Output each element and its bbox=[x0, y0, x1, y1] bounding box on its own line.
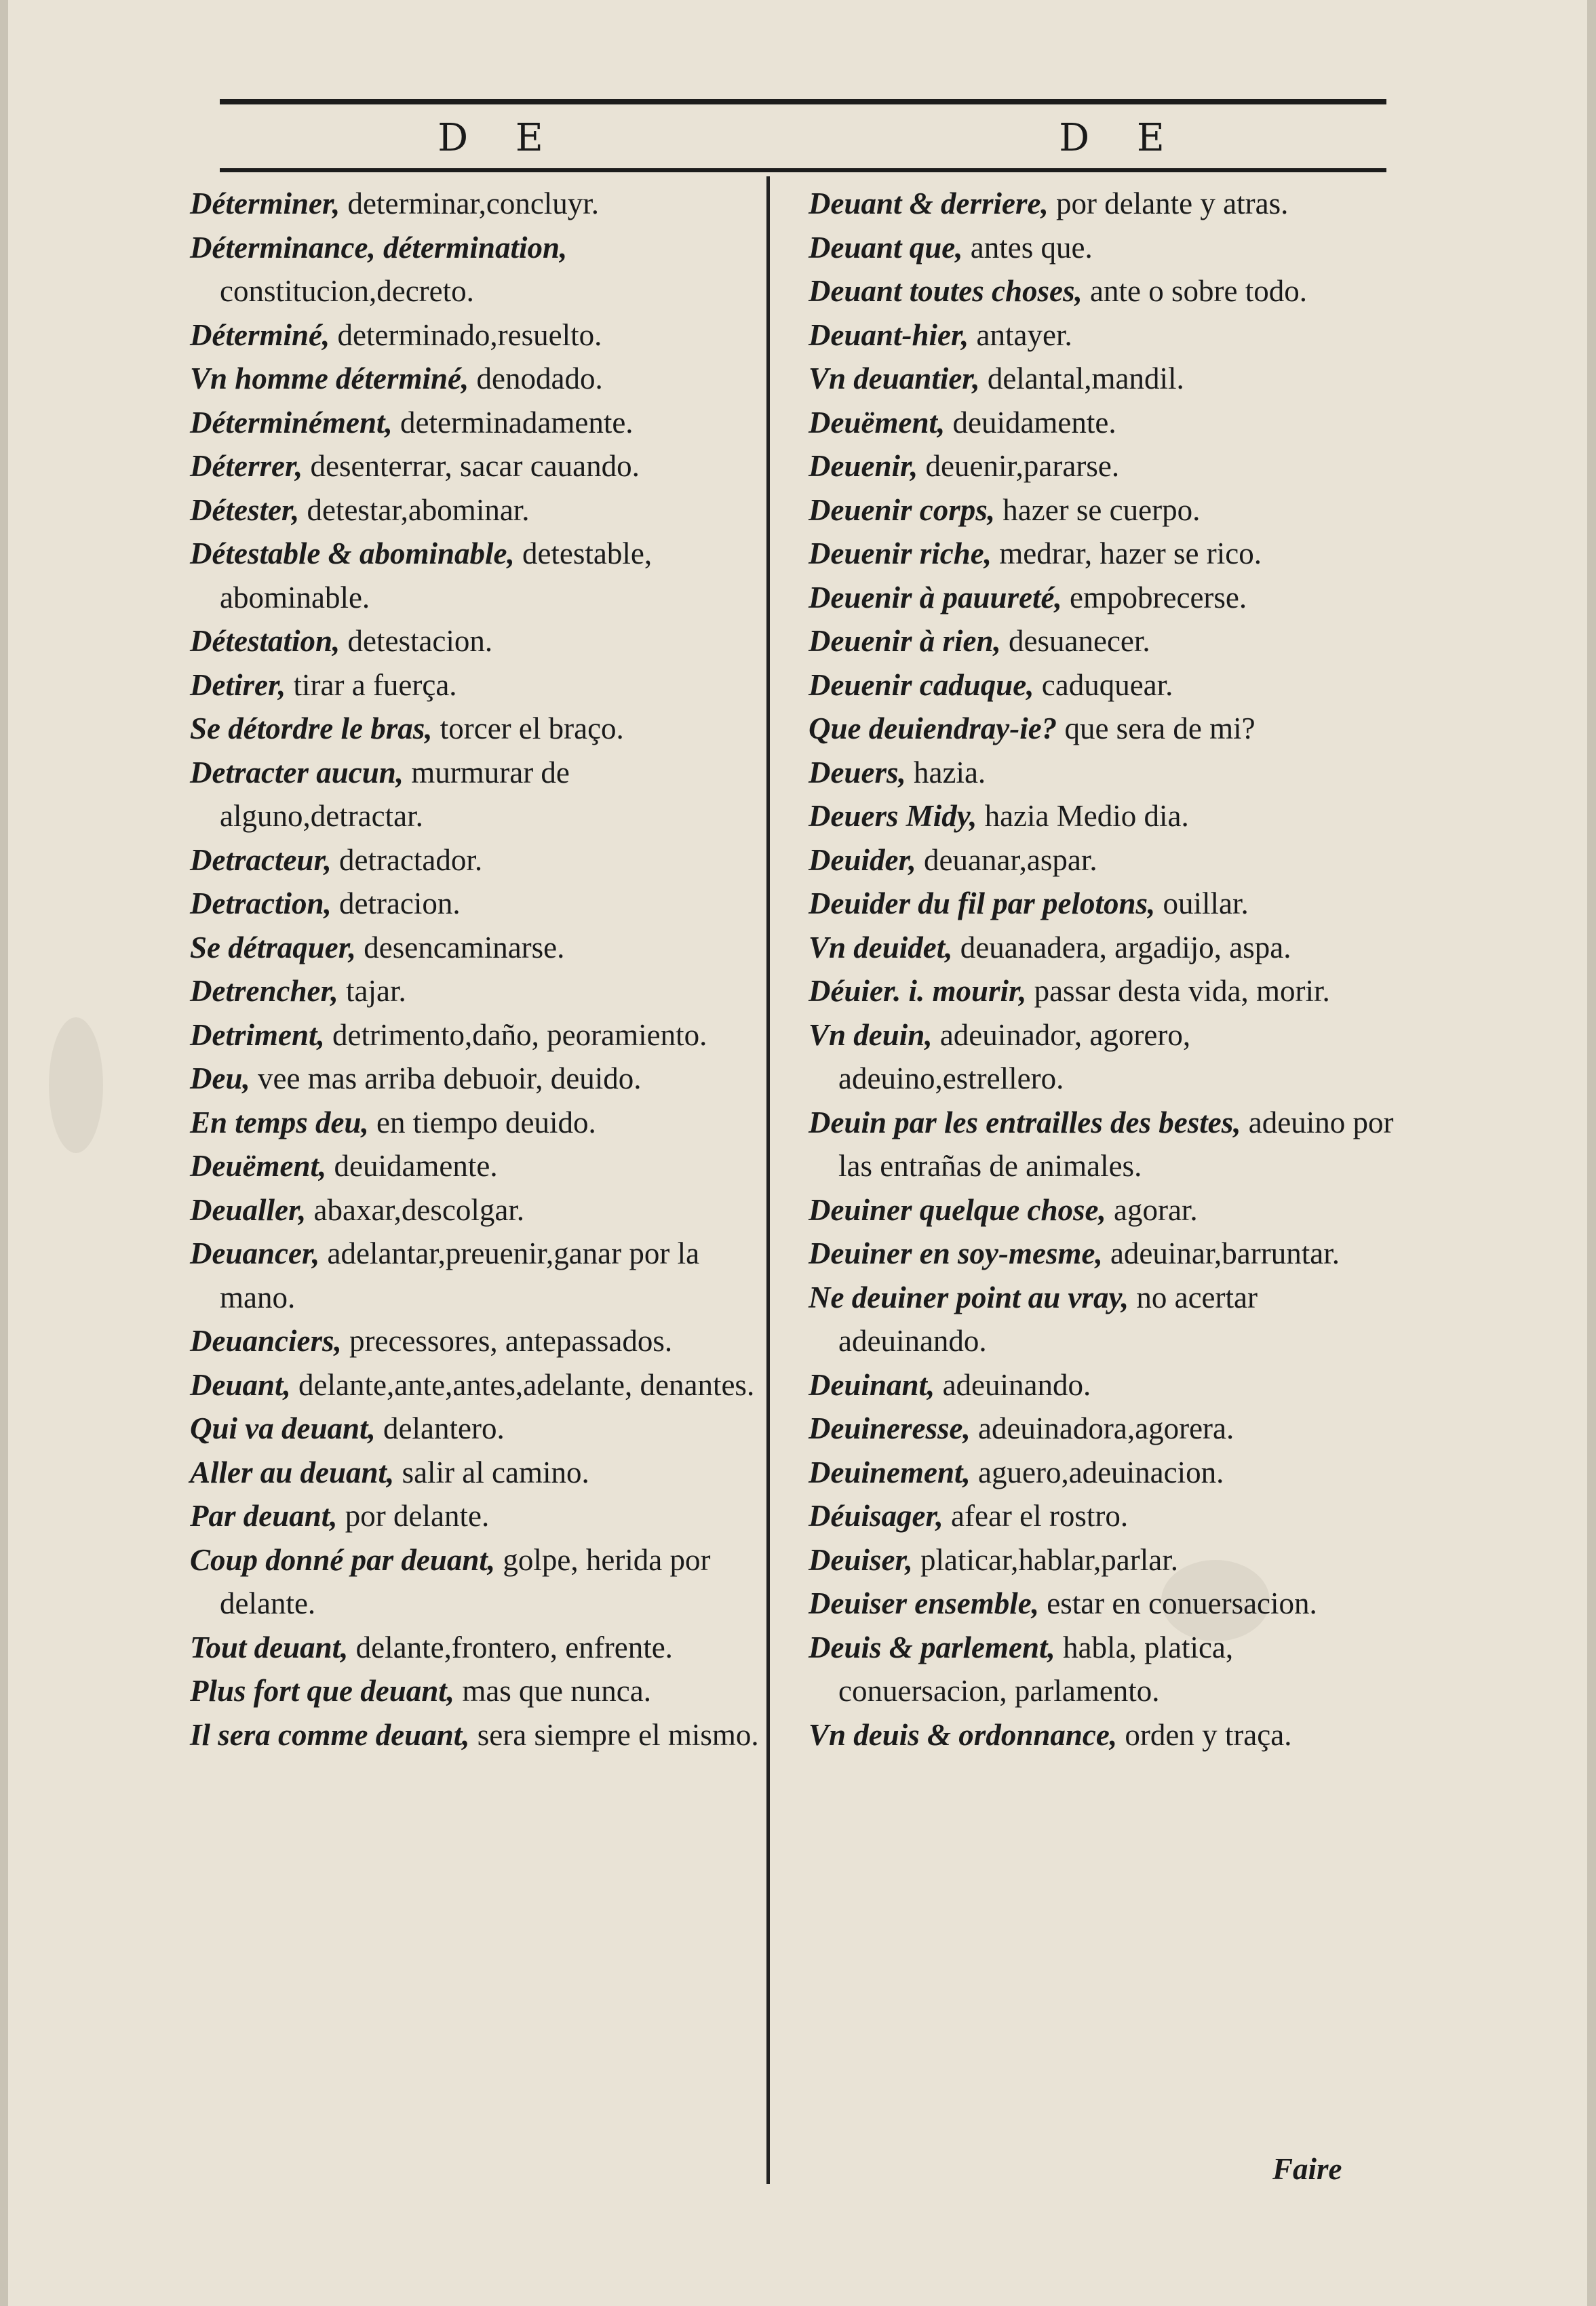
entry-headword: Qui va deuant, bbox=[190, 1411, 376, 1445]
dictionary-entry bbox=[809, 1407, 1399, 1451]
paper-stain bbox=[49, 1017, 103, 1153]
entry-definition: detractador. bbox=[331, 842, 483, 877]
dictionary-entry bbox=[190, 1669, 760, 1713]
entry-headword: Deuider, bbox=[809, 842, 916, 877]
entry-headword: Ne deuiner point au vray, bbox=[809, 1280, 1129, 1314]
dictionary-entry bbox=[809, 794, 1399, 838]
entry-headword: En temps deu, bbox=[190, 1105, 369, 1139]
right-column bbox=[809, 182, 1399, 1757]
entry-headword: Detraction, bbox=[190, 886, 332, 920]
entry-headword: Deuancer, bbox=[190, 1236, 320, 1270]
dictionary-entry bbox=[190, 838, 760, 882]
entry-definition: no acertar adeuinando. bbox=[838, 1280, 1258, 1358]
dictionary-entry bbox=[190, 1713, 760, 1757]
dictionary-entry bbox=[809, 1013, 1399, 1101]
entry-headword: Deuin par les entrailles des bestes, bbox=[809, 1105, 1241, 1139]
entry-headword: Aller au deuant, bbox=[190, 1455, 395, 1489]
book-page bbox=[8, 0, 1587, 2306]
entry-headword: Tout deuant, bbox=[190, 1630, 349, 1664]
dictionary-entry bbox=[190, 1451, 760, 1495]
entry-headword: Il sera comme deuant, bbox=[190, 1717, 470, 1752]
dictionary-entry bbox=[190, 926, 760, 970]
dictionary-entry bbox=[190, 969, 760, 1013]
dictionary-entry bbox=[809, 1232, 1399, 1276]
dictionary-entry bbox=[190, 401, 760, 445]
dictionary-entry bbox=[190, 1144, 760, 1188]
dictionary-entry bbox=[190, 707, 760, 751]
entry-headword: Plus fort que deuant, bbox=[190, 1674, 455, 1708]
entry-definition: caduquear. bbox=[1034, 667, 1173, 702]
entry-headword: Déuisager, bbox=[809, 1499, 943, 1533]
entry-definition: por delante y atras. bbox=[1048, 187, 1289, 220]
entry-definition: adeuinador, agorero, adeuino,estrellero. bbox=[838, 1017, 1191, 1095]
entry-definition: detrimento,daño, peoramiento. bbox=[324, 1017, 707, 1052]
entry-headword: Deu, bbox=[190, 1061, 250, 1095]
dictionary-entry bbox=[190, 1494, 760, 1538]
dictionary-entry bbox=[190, 357, 760, 401]
entry-headword: Vn deuin, bbox=[809, 1017, 933, 1052]
entry-headword: Deuineresse, bbox=[809, 1411, 971, 1445]
entry-headword: Coup donné par deuant, bbox=[190, 1542, 496, 1577]
entry-headword: Deuiser, bbox=[809, 1542, 913, 1577]
entry-definition: antayer. bbox=[969, 317, 1072, 352]
dictionary-entry bbox=[190, 532, 760, 619]
dictionary-entry bbox=[809, 269, 1399, 313]
entry-definition: tirar a fuerça. bbox=[286, 667, 457, 702]
entry-definition: adeuinadora,agorera. bbox=[970, 1411, 1234, 1445]
entry-definition: detestacion. bbox=[340, 624, 493, 658]
top-rule bbox=[220, 99, 1386, 104]
entry-headword: Deuis & parlement, bbox=[809, 1630, 1055, 1664]
entry-definition: deuidamente. bbox=[326, 1149, 498, 1183]
entry-definition: sera siempre el mismo. bbox=[469, 1717, 759, 1752]
entry-definition: por delante. bbox=[337, 1499, 490, 1533]
entry-headword: Déterrer, bbox=[190, 449, 303, 483]
entry-headword: Detriment, bbox=[190, 1017, 325, 1052]
entry-headword: Deuenir riche, bbox=[809, 536, 992, 570]
entry-headword: Se détraquer, bbox=[190, 930, 357, 964]
dictionary-entry bbox=[809, 313, 1399, 357]
entry-definition: determinado,resuelto. bbox=[330, 317, 602, 352]
entry-headword: Se détordre le bras, bbox=[190, 711, 433, 745]
entry-headword: Deuant que, bbox=[809, 230, 963, 265]
entry-definition: delantero. bbox=[375, 1411, 505, 1445]
dictionary-entry bbox=[190, 1363, 760, 1407]
entry-definition: estar en conuersacion. bbox=[1038, 1586, 1317, 1620]
entry-definition: denodado. bbox=[469, 361, 603, 395]
entry-headword: Par deuant, bbox=[190, 1499, 338, 1533]
running-head-right: D E bbox=[1059, 116, 1182, 160]
entry-definition: habla, platica, conuersacion, parlamento. bbox=[838, 1630, 1234, 1708]
entry-definition: deuanar,aspar. bbox=[916, 842, 1097, 877]
dictionary-entry bbox=[190, 1101, 760, 1145]
dictionary-entry bbox=[809, 357, 1399, 401]
entry-headword: Deuëment, bbox=[190, 1149, 327, 1183]
entry-definition: orden y traça. bbox=[1117, 1717, 1292, 1752]
entry-definition: hazia Medio dia. bbox=[977, 799, 1189, 833]
dictionary-entry bbox=[809, 707, 1399, 751]
entry-definition: deuanadera, argadijo, aspa. bbox=[952, 930, 1291, 964]
entry-headword: Deuiser ensemble, bbox=[809, 1586, 1039, 1620]
entry-definition: detestable, abominable. bbox=[220, 536, 653, 614]
dictionary-entry bbox=[809, 1101, 1399, 1188]
entry-definition: abaxar,descolgar. bbox=[306, 1192, 525, 1227]
dictionary-entry bbox=[809, 576, 1399, 620]
dictionary-entry bbox=[809, 838, 1399, 882]
entry-headword: Deuant toutes choses, bbox=[809, 274, 1083, 308]
dictionary-entry bbox=[190, 313, 760, 357]
dictionary-entry bbox=[190, 1626, 760, 1670]
entry-headword: Vn deuis & ordonnance, bbox=[809, 1717, 1118, 1752]
entry-definition: aguero,adeuinacion. bbox=[970, 1455, 1224, 1489]
entry-headword: Deuëment, bbox=[809, 405, 946, 439]
entry-definition: ante o sobre todo. bbox=[1082, 274, 1307, 308]
entry-definition: vee mas arriba debuoir, deuido. bbox=[250, 1061, 642, 1095]
entry-headword: Deuant & derriere, bbox=[809, 187, 1049, 220]
entry-headword: Déuier. i. mourir, bbox=[809, 974, 1027, 1008]
entry-definition: passar desta vida, morir. bbox=[1026, 974, 1330, 1008]
entry-headword: Deuiner quelque chose, bbox=[809, 1192, 1106, 1227]
dictionary-entry bbox=[190, 1538, 760, 1626]
dictionary-entry bbox=[190, 1319, 760, 1363]
entry-definition: adeuinar,barruntar. bbox=[1102, 1236, 1340, 1270]
dictionary-entry bbox=[190, 182, 760, 226]
entry-headword: Deuider du fil par pelotons, bbox=[809, 886, 1156, 920]
dictionary-entry bbox=[809, 1538, 1399, 1582]
dictionary-entry bbox=[190, 1057, 760, 1101]
dictionary-entry bbox=[809, 1713, 1399, 1757]
entry-definition: golpe, herida por delante. bbox=[220, 1542, 711, 1620]
entry-headword: Déterminé, bbox=[190, 317, 330, 352]
entry-definition: platicar,hablar,parlar. bbox=[912, 1542, 1178, 1577]
entry-definition: tajar. bbox=[338, 974, 406, 1008]
dictionary-entry bbox=[809, 532, 1399, 576]
dictionary-entry bbox=[190, 882, 760, 926]
entry-headword: Deualler, bbox=[190, 1192, 307, 1227]
entry-definition: delante,frontero, enfrente. bbox=[348, 1630, 673, 1664]
entry-headword: Deuers, bbox=[809, 755, 906, 789]
entry-definition: determinar,concluyr. bbox=[340, 187, 600, 220]
entry-headword: Deuenir, bbox=[809, 449, 918, 483]
entry-headword: Vn homme déterminé, bbox=[190, 361, 469, 395]
entry-definition: murmurar de alguno,detractar. bbox=[220, 755, 570, 833]
entry-definition: torcer el braço. bbox=[432, 711, 624, 745]
dictionary-entry bbox=[190, 488, 760, 532]
dictionary-entry bbox=[809, 1276, 1399, 1363]
entry-definition: precessores, antepassados. bbox=[341, 1324, 673, 1358]
entry-headword: Detracteur, bbox=[190, 842, 332, 877]
entry-definition: desencaminarse. bbox=[356, 930, 565, 964]
entry-definition: empobrecerse. bbox=[1062, 580, 1247, 614]
entry-headword: Deuant, bbox=[190, 1367, 291, 1402]
dictionary-entry bbox=[190, 1407, 760, 1451]
dictionary-entry bbox=[809, 619, 1399, 663]
dictionary-entry bbox=[809, 1188, 1399, 1232]
entry-definition: medrar, hazer se rico. bbox=[992, 536, 1262, 570]
dictionary-entry bbox=[809, 226, 1399, 270]
entry-headword: Deuenir à pauureté, bbox=[809, 580, 1062, 614]
entry-definition: detracion. bbox=[331, 886, 461, 920]
entry-definition: hazer se cuerpo. bbox=[995, 492, 1201, 527]
entry-definition: detestar,abominar. bbox=[299, 492, 530, 527]
entry-definition: que sera de mi? bbox=[1057, 711, 1256, 745]
entry-definition: delantal,mandil. bbox=[979, 361, 1184, 395]
dictionary-entry bbox=[809, 1626, 1399, 1713]
entry-definition: en tiempo deuido. bbox=[368, 1105, 596, 1139]
dictionary-entry bbox=[190, 1188, 760, 1232]
entry-definition: adelantar,preuenir,ganar por la mano. bbox=[220, 1236, 700, 1314]
entry-headword: Que deuiendray-ie? bbox=[809, 711, 1057, 745]
entry-headword: Vn deuidet, bbox=[809, 930, 953, 964]
dictionary-entry bbox=[809, 926, 1399, 970]
entry-definition: constitucion,decreto. bbox=[220, 274, 474, 308]
entry-headword: Détestation, bbox=[190, 624, 340, 658]
entry-headword: Deuinant, bbox=[809, 1367, 935, 1402]
entry-headword: Deuenir corps, bbox=[809, 492, 996, 527]
entry-definition: antes que. bbox=[962, 230, 1093, 265]
entry-definition: hazia. bbox=[906, 755, 986, 789]
entry-definition: ouillar. bbox=[1155, 886, 1249, 920]
dictionary-entry bbox=[809, 663, 1399, 707]
entry-headword: Detracter aucun, bbox=[190, 755, 404, 789]
entry-definition: deuenir,pararse. bbox=[918, 449, 1120, 483]
entry-headword: Deuant-hier, bbox=[809, 317, 969, 352]
entry-definition: desuanecer. bbox=[1000, 624, 1150, 658]
entry-definition: delante,ante,antes,adelante, denantes. bbox=[290, 1367, 755, 1402]
entry-headword: Deuenir caduque, bbox=[809, 667, 1034, 702]
entry-definition: adeuino por las entrañas de animales. bbox=[838, 1105, 1394, 1183]
entry-headword: Déterminance, détermination, bbox=[190, 230, 568, 265]
catchword: Faire bbox=[1272, 2152, 1342, 2186]
entry-headword: Deuenir à rien, bbox=[809, 624, 1001, 658]
entry-headword: Detirer, bbox=[190, 667, 286, 702]
entry-definition: agorar. bbox=[1106, 1192, 1198, 1227]
entry-definition: determinadamente. bbox=[392, 405, 634, 439]
dictionary-entry bbox=[190, 663, 760, 707]
entry-headword: Vn deuantier, bbox=[809, 361, 980, 395]
left-column bbox=[190, 182, 760, 1757]
dictionary-entry bbox=[809, 444, 1399, 488]
entry-definition: mas que nunca. bbox=[454, 1674, 651, 1708]
column-divider bbox=[766, 176, 770, 2184]
entry-headword: Détestable & abominable, bbox=[190, 536, 515, 570]
entry-definition: adeuinando. bbox=[935, 1367, 1091, 1402]
entry-headword: Deuers Midy, bbox=[809, 799, 977, 833]
entry-definition: afear el rostro. bbox=[943, 1499, 1129, 1533]
dictionary-entry bbox=[190, 751, 760, 838]
dictionary-entry bbox=[190, 619, 760, 663]
dictionary-entry bbox=[809, 1494, 1399, 1538]
header-rule bbox=[220, 168, 1386, 172]
dictionary-entry bbox=[809, 1451, 1399, 1495]
entry-headword: Deuiner en soy-mesme, bbox=[809, 1236, 1103, 1270]
dictionary-entry bbox=[809, 969, 1399, 1013]
entry-definition: salir al camino. bbox=[394, 1455, 589, 1489]
entry-headword: Détester, bbox=[190, 492, 300, 527]
entry-definition: desenterrar, sacar cauando. bbox=[303, 449, 640, 483]
entry-headword: Deuanciers, bbox=[190, 1324, 342, 1358]
dictionary-entry bbox=[190, 1232, 760, 1319]
dictionary-entry bbox=[809, 1582, 1399, 1626]
entry-headword: Deuinement, bbox=[809, 1455, 971, 1489]
dictionary-entry bbox=[809, 182, 1399, 226]
entry-headword: Déterminément, bbox=[190, 405, 393, 439]
dictionary-entry bbox=[190, 444, 760, 488]
dictionary-entry bbox=[190, 1013, 760, 1057]
dictionary-entry bbox=[809, 1363, 1399, 1407]
dictionary-entry bbox=[809, 751, 1399, 795]
dictionary-entry bbox=[809, 401, 1399, 445]
dictionary-entry bbox=[190, 226, 760, 313]
dictionary-entry bbox=[809, 488, 1399, 532]
entry-headword: Detrencher, bbox=[190, 974, 338, 1008]
running-head-left: D E bbox=[437, 116, 561, 160]
entry-headword: Déterminer, bbox=[190, 187, 340, 220]
entry-definition: deuidamente. bbox=[945, 405, 1116, 439]
dictionary-entry bbox=[809, 882, 1399, 926]
